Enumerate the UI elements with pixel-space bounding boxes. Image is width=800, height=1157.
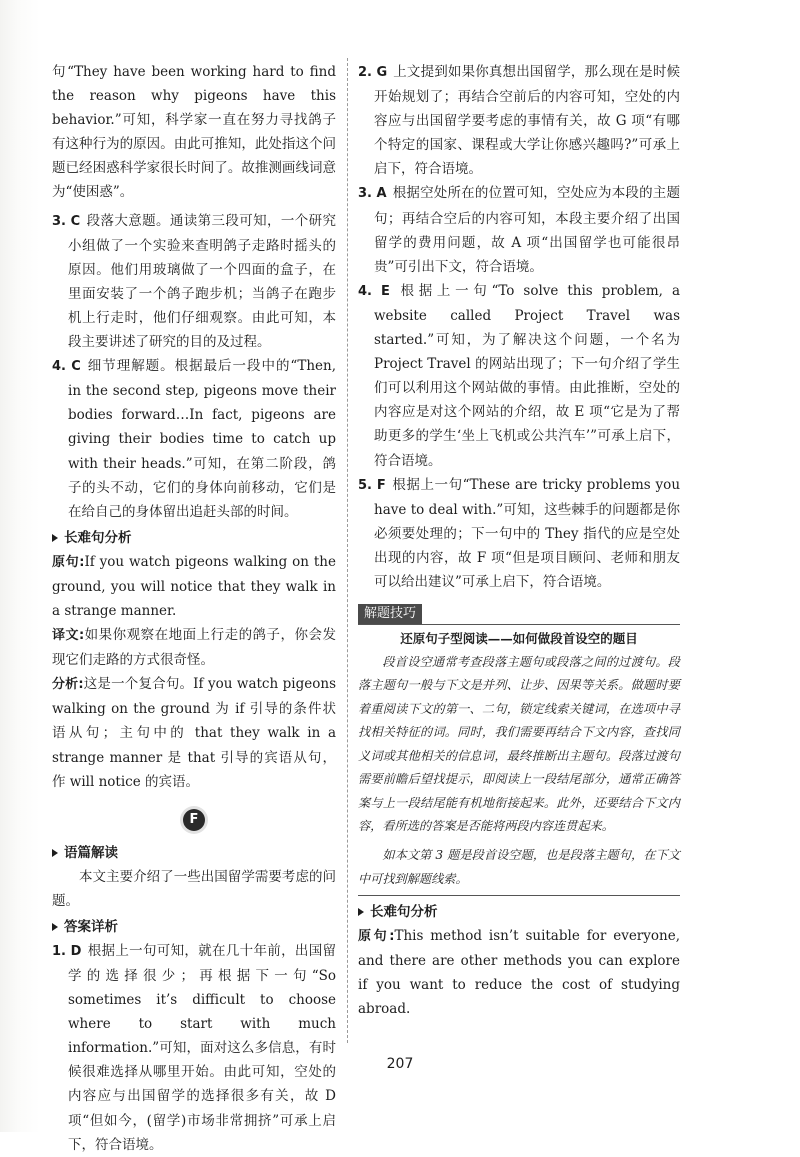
item-number: 3.	[358, 186, 372, 202]
item-text: 根据上一句“To solve this problem, a website called Project Travel was started.”可知，为了解决这个问题，一个名为 Project Travel 的网站出现了；下一句介绍了学生们可以利用这个网站做的事情。由此推断，空处的内容应是对这个网站的介绍，故 E 项“它是为了帮助更多的学生‘坐上飞机或公共汽车’”可承上启下，符合语境。	[374, 282, 680, 469]
item-number: 2.	[358, 65, 372, 80]
item-text: 根据上一句可知，就在几十年前，出国留学的选择很少；再根据下一句“So sometimes it’s difficult to choose where to start with much information.”可知，面对这么多信息，有时候很难选择从哪里开始。由此可知，空处的内容应与出国留学的选择很多有关，故 D 项“但如今，(留学)市场非常拥挤”可承上启下，符合语境。	[68, 942, 337, 1153]
left-column	[52, 60, 336, 1157]
item-number: 3.	[52, 213, 66, 229]
item-letter: D	[70, 943, 82, 959]
answer-item-2	[358, 60, 680, 181]
item-letter: F	[376, 477, 386, 493]
item-letter: C	[71, 359, 81, 375]
item-letter: A	[376, 186, 387, 202]
original-sentence-right: 原句:This method isn’t suitable for everyone, and there are other methods you can explore if you want to reduce the cost of studying abroad.	[358, 928, 680, 1018]
item-number: 5.	[358, 477, 372, 493]
reading-heading: 语篇解读	[52, 841, 336, 865]
tip-header-bar	[358, 604, 680, 625]
answers-heading: 答案详析	[52, 915, 336, 939]
item-text: 根据上一句“These are tricky problems you have to deal with.”可知，这些棘手的问题都是你必须要处理的；下一句中的 They 指代的应是空处出现的内容，故 F 项“但是项目顾问、老师和朋友可以给出建议”可承上启下，符合语境。	[374, 476, 681, 590]
item-number: 4.	[358, 283, 372, 299]
triangle-bullet-icon	[52, 534, 58, 542]
item-number: 4.	[52, 359, 66, 375]
item-letter: C	[70, 213, 81, 229]
tip-paragraph-2: 如本文第 3 题是段首设空题，也是段落主题句，在下文中可找到解题线索。	[358, 848, 680, 886]
triangle-bullet-icon	[52, 923, 58, 931]
item-text: 上文提到如果你真想出国留学，那么现在是时候开始规划了；再结合空前后的内容可知，空处的内容应与出国留学要考虑的事情有关，故 G 项“有哪个特定的国家、课程或大学让你感兴趣吗?”可承上启下，符合语境。	[374, 64, 680, 178]
original-sentence: 原句:If you watch pigeons walking on the ground, you will notice that they walk in a strange manner.	[52, 553, 336, 619]
passage-f-badge: F	[183, 809, 205, 831]
long-sentence-heading: 长难句分析	[52, 526, 336, 550]
item-text: 段落大意题。通读第三段可知，一个研究小组做了一个实验来查明鸽子走路时摇头的原因。他们用玻璃做了一个四面的盒子，在里面安装了一个鸽子跑步机；当鸽子在跑步机上行走时，他们仔细观察。由此可知，本段主要讲述了研究的目的及过程。	[68, 212, 336, 351]
long-sentence-heading-right: 长难句分析	[358, 900, 680, 924]
item-text: 根据空处所在的位置可知，空处应为本段的主题句；再结合空后的内容可知，本段主要介绍了出国留学的费用问题，故 A 项“出国留学也可能很昂贵”可引出下文，符合语境。	[374, 185, 680, 275]
answer-item-4-right	[358, 279, 680, 473]
answer-item-1	[52, 939, 336, 1157]
triangle-bullet-icon	[52, 849, 58, 857]
translation: 译文:如果你观察在地面上行走的鸽子，你会发现它们走路的方式很奇怪。	[52, 627, 337, 669]
passage-badge-wrap	[52, 808, 336, 831]
answer-item-4	[52, 354, 336, 524]
tip-paragraph-1: 段首设空通常考查段落主题句或段落之间的过渡句。段落主题句一般与下文是并列、让步、因果等关系。做题时要着重阅读下文的第一、二句，锁定线索关键词，在选项中寻找相关特征的词。同时，我们需要再结合下文内容，查找同义词或其他相关的信息词，最终推断出主题句。段落过渡句需要前瞻后望找提示，即阅读上一段结尾部分，通常正确答案与上一段结尾能有机地衔接起来。此外，还要结合下文内容，看所选的答案是否能将两段内容连贯起来。	[358, 655, 680, 833]
item-letter: G	[376, 65, 388, 80]
triangle-bullet-icon	[358, 908, 364, 916]
tip-bottom-rule	[358, 895, 680, 896]
tip-tag: 解题技巧	[358, 604, 422, 624]
intro-paragraph: 句“They have been working hard to find the reason why pigeons have this behavior.”可知，科学家一直在努力寻找鸽子有这种行为的原因。由此可推知，此处指这个问题已经困惑科学家很长时间了。故推测画线词意为“使困惑”。	[52, 64, 336, 201]
item-text: 细节理解题。根据最后一段中的“Then, in the second step, pigeons move their bodies forward…In fact, pigeons are giving their bodies time to catch up with their heads.”可知，在第二阶段，鸽子的头不动，它们的身体向前移动，它们是在给自己的身体留出追赶头部的时间。	[68, 358, 337, 520]
tip-title: 还原句子型阅读——如何做段首设空的题目	[400, 631, 638, 647]
analysis: 分析:这是一个复合句。If you watch pigeons walking on the ground 为 if 引导的条件状语从句；主句中的 that they walk in a strange manner 是 that 引导的宾语从句，作 will notice 的宾语。	[52, 676, 336, 790]
right-column	[358, 60, 680, 1022]
answer-item-3	[52, 209, 336, 355]
item-letter: E	[380, 283, 390, 299]
answer-item-3-right	[358, 181, 680, 278]
reading-summary: 本文主要介绍了一些出国留学需要考虑的问题。	[52, 868, 336, 909]
column-divider	[347, 58, 348, 1043]
page-number: 207	[386, 1056, 414, 1072]
item-number: 1.	[52, 943, 66, 959]
answer-item-5	[358, 473, 680, 594]
